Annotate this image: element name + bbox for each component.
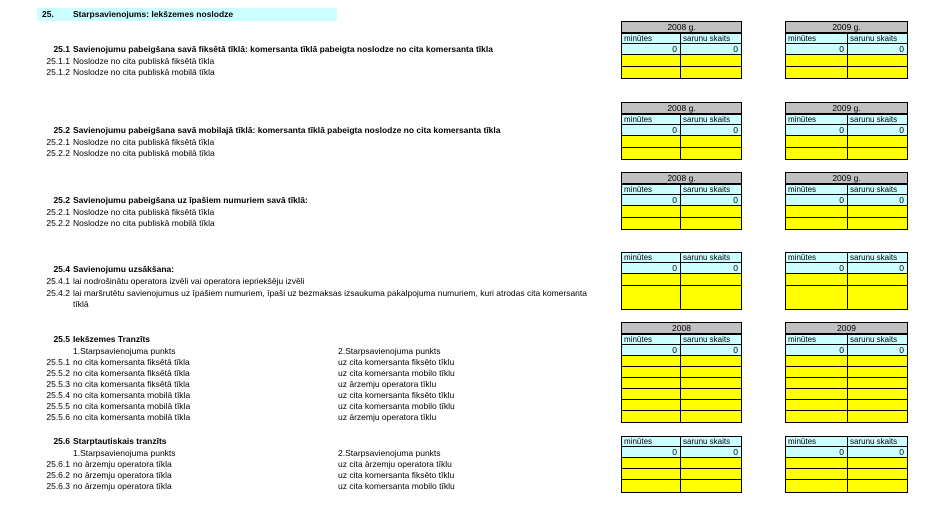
input-cell[interactable] — [785, 147, 848, 160]
total-calls-value: 0 — [847, 344, 908, 356]
input-cell[interactable] — [785, 410, 848, 423]
year-header: 2008 g. — [621, 102, 742, 114]
row-number: 25.6.2 — [46, 470, 70, 480]
row-destination: uz cita komersanta mobilo tīklu — [338, 401, 455, 411]
total-calls-value: 0 — [680, 124, 742, 136]
minutes-header: minūtes — [785, 114, 848, 125]
minutes-header: minūtes — [785, 436, 848, 447]
minutes-header: minūtes — [785, 184, 848, 195]
row-number: 25.2.2 — [46, 148, 70, 158]
row-destination: uz cita komersanta fiksēto tīklu — [338, 357, 455, 367]
total-minutes-value: 0 — [785, 124, 848, 136]
row-label: no cita komersanta mobilā tīkla — [73, 390, 191, 400]
input-cell[interactable] — [680, 285, 742, 310]
row-label: no cita komersanta mobilā tīkla — [73, 412, 191, 422]
point-b-label: 2.Starpsavienojuma punkts — [338, 448, 441, 458]
input-cell[interactable] — [621, 147, 681, 160]
input-cell[interactable] — [621, 479, 681, 493]
row-heading: Savienojumu pabeigšana uz īpašiem numuriem savā tīklā: — [73, 195, 308, 205]
total-calls-value: 0 — [680, 446, 742, 458]
row-destination: uz cita komersanta fiksēto tīklu — [338, 470, 455, 480]
row-number: 25.2.1 — [46, 207, 70, 217]
row-number: 25.4 — [53, 264, 70, 274]
row-number: 25.2.1 — [46, 137, 70, 147]
row-label: lai maršrutētu savienojumus uz īpašiem numuriem, īpaši uz bezmaksas izsaukuma pakalpojuma numuriem, kuri atrodas cita komersanta — [73, 288, 587, 298]
row-label: no ārzemju operatora tīkla — [73, 470, 172, 480]
year-header: 2008 — [621, 322, 742, 334]
row-number: 25.1.2 — [46, 67, 70, 77]
row-number: 25.5.5 — [46, 401, 70, 411]
point-a-label: 1.Starpsavienojuma punkts — [73, 448, 176, 458]
row-label: no ārzemju operatora tīkla — [73, 459, 172, 469]
total-minutes-value: 0 — [785, 194, 848, 206]
input-cell[interactable] — [847, 147, 908, 160]
row-number: 25.5.3 — [46, 379, 70, 389]
row-number: 25.2 — [53, 125, 70, 135]
minutes-header: minūtes — [785, 33, 848, 44]
input-cell[interactable] — [847, 410, 908, 423]
total-minutes-value: 0 — [621, 194, 681, 206]
year-header: 2008 g. — [621, 172, 742, 184]
row-label: no ārzemju operatora tīkla — [73, 481, 172, 491]
total-minutes-value: 0 — [785, 43, 848, 55]
total-minutes-value: 0 — [785, 344, 848, 356]
input-cell[interactable] — [785, 285, 848, 310]
year-header: 2009 — [785, 322, 908, 334]
row-number: 25.2 — [53, 195, 70, 205]
total-calls-value: 0 — [847, 262, 908, 274]
row-number: 25.6.3 — [46, 481, 70, 491]
total-calls-value: 0 — [680, 43, 742, 55]
year-header: 2008 g. — [621, 21, 742, 33]
total-calls-value: 0 — [847, 194, 908, 206]
row-heading: Savienojumu uzsākšana: — [73, 264, 175, 274]
section-title: Starpsavienojums: Iekšzemes noslodze — [73, 9, 234, 19]
total-minutes-value: 0 — [621, 43, 681, 55]
minutes-header: minūtes — [621, 252, 681, 263]
point-a-label: 1.Starpsavienojuma punkts — [73, 346, 176, 356]
input-cell[interactable] — [680, 410, 742, 423]
total-calls-value: 0 — [680, 262, 742, 274]
row-label: no cita komersanta fiksētā tīkla — [73, 379, 190, 389]
year-header: 2009 g. — [785, 102, 908, 114]
total-calls-value: 0 — [680, 344, 742, 356]
row-label: Noslodze no cita publiskā fiksētā tīkla — [73, 137, 215, 147]
calls-header: sarunu skaits — [680, 33, 742, 44]
row-number: 25.5.4 — [46, 390, 70, 400]
minutes-header: minūtes — [621, 33, 681, 44]
row-number: 25.4.2 — [46, 288, 70, 298]
input-cell[interactable] — [621, 285, 681, 310]
row-number: 25.5.6 — [46, 412, 70, 422]
row-number: 25.5.1 — [46, 357, 70, 367]
minutes-header: minūtes — [621, 334, 681, 345]
input-cell[interactable] — [621, 410, 681, 423]
input-cell[interactable] — [785, 217, 848, 230]
row-label: Noslodze no cita publiskā mobilā tīkla — [73, 148, 215, 158]
minutes-header: minūtes — [785, 252, 848, 263]
row-number: 25.5 — [53, 334, 70, 344]
row-heading: Starptautiskais tranzīts — [73, 436, 167, 446]
row-destination: uz cita komersanta mobilo tīklu — [338, 481, 455, 491]
total-minutes-value: 0 — [621, 344, 681, 356]
minutes-header: minūtes — [621, 436, 681, 447]
row-number: 25.1 — [53, 44, 70, 54]
input-cell[interactable] — [680, 66, 742, 79]
total-minutes-value: 0 — [785, 262, 848, 274]
calls-header: sarunu skaits — [680, 252, 742, 263]
row-label: no cita komersanta fiksētā tīkla — [73, 357, 190, 367]
input-cell[interactable] — [785, 479, 848, 493]
row-heading: Savienojumu pabeigšana savā fiksētā tīklā: komersanta tīklā pabeigta noslodze no cita komersanta tīkla — [73, 44, 493, 54]
calls-header: sarunu skaits — [847, 334, 908, 345]
total-minutes-value: 0 — [621, 124, 681, 136]
row-label: Noslodze no cita publiskā mobilā tīkla — [73, 218, 215, 228]
calls-header: sarunu skaits — [847, 33, 908, 44]
calls-header: sarunu skaits — [847, 436, 908, 447]
calls-header: sarunu skaits — [680, 436, 742, 447]
input-cell[interactable] — [847, 479, 908, 493]
row-label: lai nodrošinātu operatora izvēli vai operatora iepriekšēju izvēli — [73, 276, 305, 286]
year-header: 2009 g. — [785, 21, 908, 33]
row-number: 25.6.1 — [46, 459, 70, 469]
row-destination: uz ārzemju operatora tīklu — [338, 412, 437, 422]
row-label: no cita komersanta fiksētā tīkla — [73, 368, 190, 378]
row-destination: uz cita ārzemju operatora tīklu — [338, 459, 452, 469]
section-number: 25. — [42, 9, 54, 19]
total-calls-value: 0 — [847, 446, 908, 458]
total-calls-value: 0 — [680, 194, 742, 206]
total-minutes-value: 0 — [621, 262, 681, 274]
total-minutes-value: 0 — [621, 446, 681, 458]
row-number: 25.4.1 — [46, 276, 70, 286]
row-label-continued: tīklā — [73, 299, 89, 309]
row-number: 25.1.1 — [46, 56, 70, 66]
minutes-header: minūtes — [621, 184, 681, 195]
minutes-header: minūtes — [621, 114, 681, 125]
input-cell[interactable] — [621, 217, 681, 230]
point-b-label: 2.Starpsavienojuma punkts — [338, 346, 441, 356]
year-header: 2009 g. — [785, 172, 908, 184]
input-cell[interactable] — [680, 479, 742, 493]
total-calls-value: 0 — [847, 124, 908, 136]
row-destination: uz cita komersanta mobilo tīklu — [338, 368, 455, 378]
calls-header: sarunu skaits — [847, 184, 908, 195]
calls-header: sarunu skaits — [847, 252, 908, 263]
input-cell[interactable] — [847, 285, 908, 310]
row-label: Noslodze no cita publiskā mobilā tīkla — [73, 67, 215, 77]
row-heading: Savienojumu pabeigšana savā mobilajā tīklā: komersanta tīklā pabeigta noslodze no cita komersanta tīkla — [73, 125, 501, 135]
calls-header: sarunu skaits — [680, 184, 742, 195]
row-label: no cita komersanta mobilā tīkla — [73, 401, 191, 411]
row-number: 25.2.2 — [46, 218, 70, 228]
row-label: Noslodze no cita publiskā fiksētā tīkla — [73, 207, 215, 217]
calls-header: sarunu skaits — [680, 334, 742, 345]
input-cell[interactable] — [847, 217, 908, 230]
row-destination: uz cita komersanta fiksēto tīklu — [338, 390, 455, 400]
minutes-header: minūtes — [785, 334, 848, 345]
row-label: Noslodze no cita publiskā fiksētā tīkla — [73, 56, 215, 66]
input-cell[interactable] — [680, 217, 742, 230]
input-cell[interactable] — [785, 66, 848, 79]
row-number: 25.6 — [53, 436, 70, 446]
row-number: 25.5.2 — [46, 368, 70, 378]
input-cell[interactable] — [680, 147, 742, 160]
total-minutes-value: 0 — [785, 446, 848, 458]
row-destination: uz ārzemju operatora tīklu — [338, 379, 437, 389]
input-cell[interactable] — [847, 66, 908, 79]
calls-header: sarunu skaits — [680, 114, 742, 125]
calls-header: sarunu skaits — [847, 114, 908, 125]
input-cell[interactable] — [621, 66, 681, 79]
total-calls-value: 0 — [847, 43, 908, 55]
row-heading: Iekšzemes Tranzīts — [73, 334, 151, 344]
